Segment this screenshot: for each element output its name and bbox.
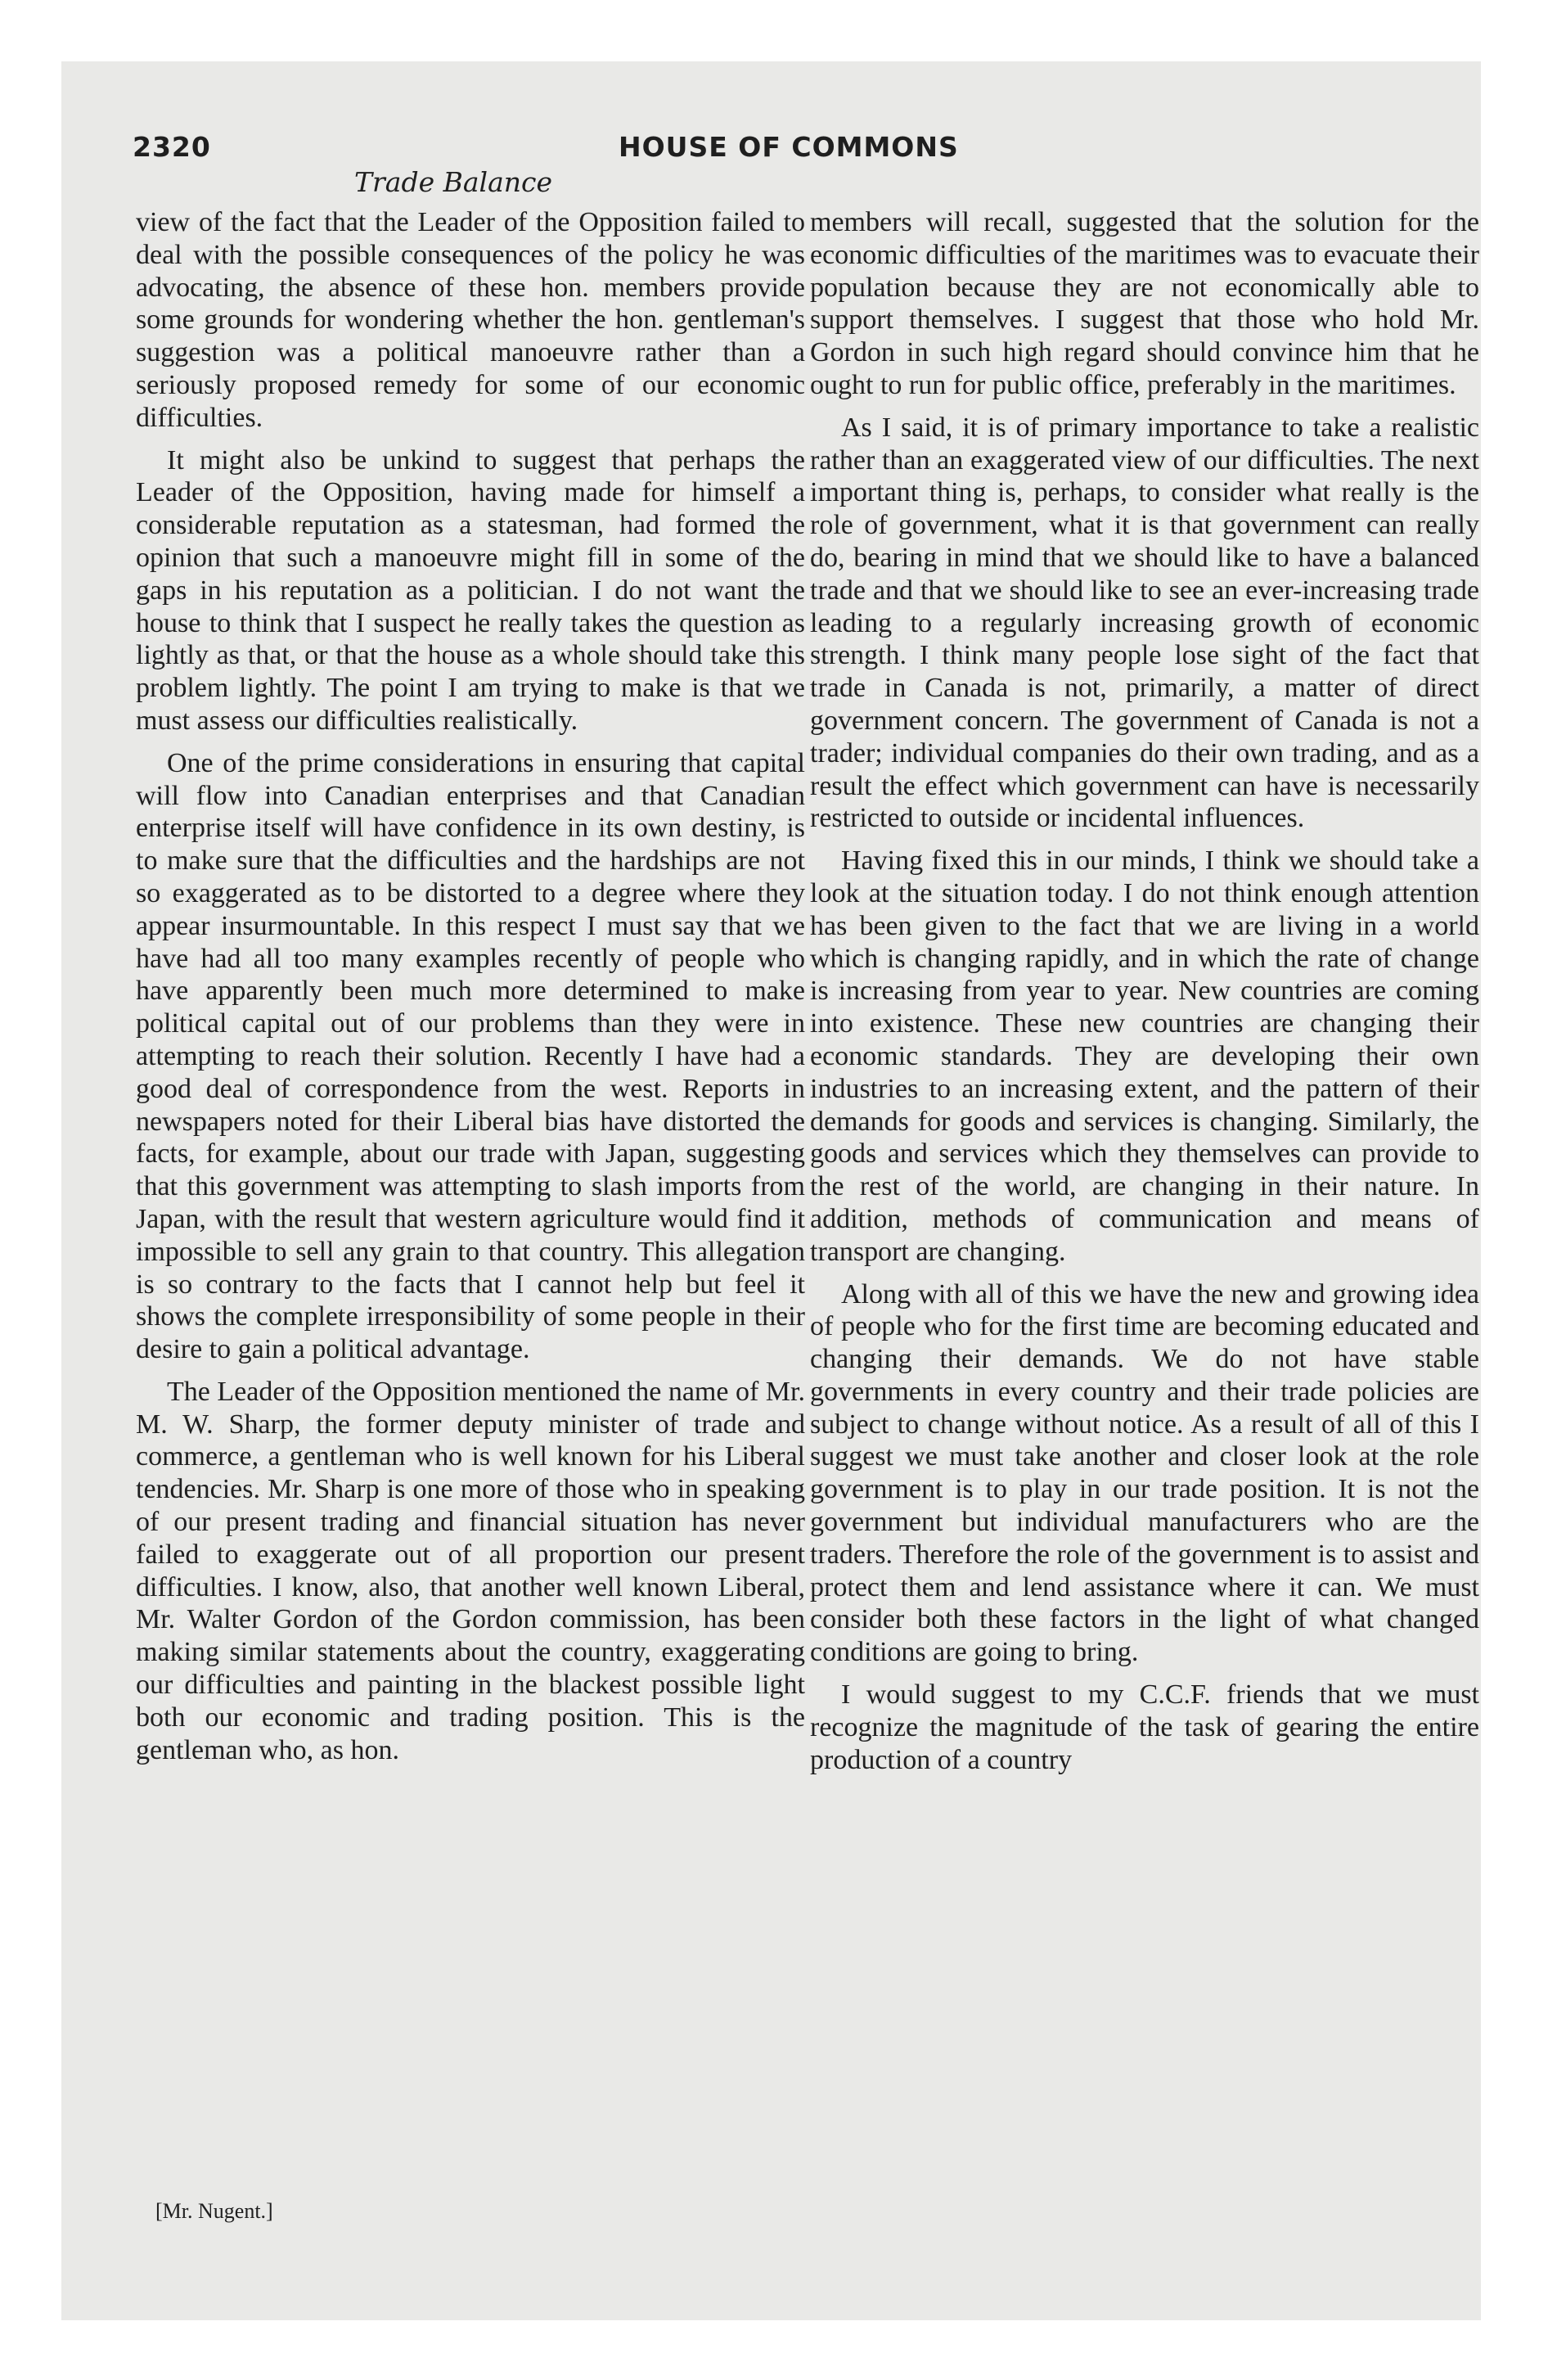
paragraph: I would suggest to my C.C.F. friends that we must recognize the magnitude of the task of gearing the entire production of a country bbox=[810, 1679, 1479, 1775]
paragraph: view of the fact that the Leader of the Opposition failed to deal with the possible consequences of the policy he was advocating, the absence of these hon. members provide some grounds for wondering whether the hon. gentleman's suggestion was a political manoeuvre rather than a seriously proposed remedy for some of our economic difficulties. bbox=[136, 207, 805, 433]
journal-title: HOUSE OF COMMONS bbox=[619, 131, 959, 163]
paragraph: members will recall, suggested that the solution for the economic difficulties of the maritimes was to evacuate their population because they are not economically able to support themselves. I suggest that those who hold Mr. Gordon in such high regard should convince him that he ought to run for public office, preferably in the maritimes. bbox=[810, 207, 1479, 400]
paragraph: The Leader of the Opposition mentioned the name of Mr. M. W. Sharp, the former deputy minister of trade and commerce, a gentleman who is well known for his Liberal tendencies. Mr. Sharp is one more of those who in speaking of our present trading and financial situation has never failed to exaggerate out of all proportion our present difficulties. I know, also, that another well known Liberal, Mr. Walter Gordon of the Gordon commission, has been making similar statements about the country, exaggerating our difficulties and painting in the blackest possible light both our economic and trading position. This is the gentleman who, as hon. bbox=[136, 1376, 805, 1765]
left-column bbox=[136, 206, 805, 1766]
page-header bbox=[0, 131, 1548, 172]
paragraph: As I said, it is of primary importance to take a realistic rather than an exaggerated view of our difficulties. The next important thing is, perhaps, to consider what really is the role of government, what it is that government can really do, bearing in mind that we should like to have a balanced trade and that we should like to see an ever-increasing trade leading to a regularly increasing growth of economic strength. I think many people lose sight of the fact that trade in Canada is not, primarily, a matter of direct government concern. The government of Canada is not a trader; individual companies do their own trading, and as a result the effect which government can have is necessarily restricted to outside or incidental influences. bbox=[810, 412, 1479, 834]
subject-heading: Trade Balance bbox=[354, 166, 553, 198]
paragraph: Along with all of this we have the new and growing idea of people who for the first time are becoming educated and changing their demands. We do not have stable governments in every country and their trade policies are subject to change without notice. As a result of all of this I suggest we must take another and closer look at the role government is to play in our trade position. It is not the government but individual manufacturers who are the traders. Therefore the role of the government is to assist and protect them and lend assistance where it can. We must consider both these factors in the light of what changed conditions are going to bring. bbox=[810, 1278, 1479, 1668]
paragraph: Having fixed this in our minds, I think we should take a look at the situation today. I do not think enough attention has been given to the fact that we are living in a world which is changing rapidly, and in which the rate of change is increasing from year to year. New countries are coming into existence. These new countries are changing their economic standards. They are developing their own industries to an increasing extent, and the pattern of their demands for goods and services is changing. Similarly, the goods and services which they themselves can provide to the rest of the world, are changing in their nature. In addition, methods of communication and means of transport are changing. bbox=[810, 845, 1479, 1267]
right-column bbox=[810, 206, 1479, 1776]
speaker-tag: [Mr. Nugent.] bbox=[155, 2199, 273, 2223]
paragraph: It might also be unkind to suggest that perhaps the Leader of the Opposition, having made for himself a considerable reputation as a statesman, had formed the opinion that such a manoeuvre might fill in some of the gaps in his reputation as a politician. I do not want the house to think that I suspect he really takes the question as lightly as that, or that the house as a whole should take this problem lightly. The point I am trying to make is that we must assess our difficulties realistically. bbox=[136, 444, 805, 736]
paragraph: One of the prime considerations in ensuring that capital will flow into Canadian enterprises and that Canadian enterprise itself will have confidence in its own destiny, is to make sure that the difficulties and the hardships are not so exaggerated as to be distorted to a degree where they appear insurmountable. In this respect I must say that we have had all too many examples recently of people who have apparently been much more determined to make political capital out of our problems than they were in attempting to reach their solution. Recently I have had a good deal of correspondence from the west. Reports in newspapers noted for their Liberal bias have distorted the facts, for example, about our trade with Japan, suggesting that this government was attempting to slash imports from Japan, with the result that western agriculture would find it impossible to sell any grain to that country. This allegation is so contrary to the facts that I cannot help but feel it shows the complete irresponsibility of some people in their desire to gain a political advantage. bbox=[136, 747, 805, 1365]
page-number: 2320 bbox=[133, 131, 211, 163]
